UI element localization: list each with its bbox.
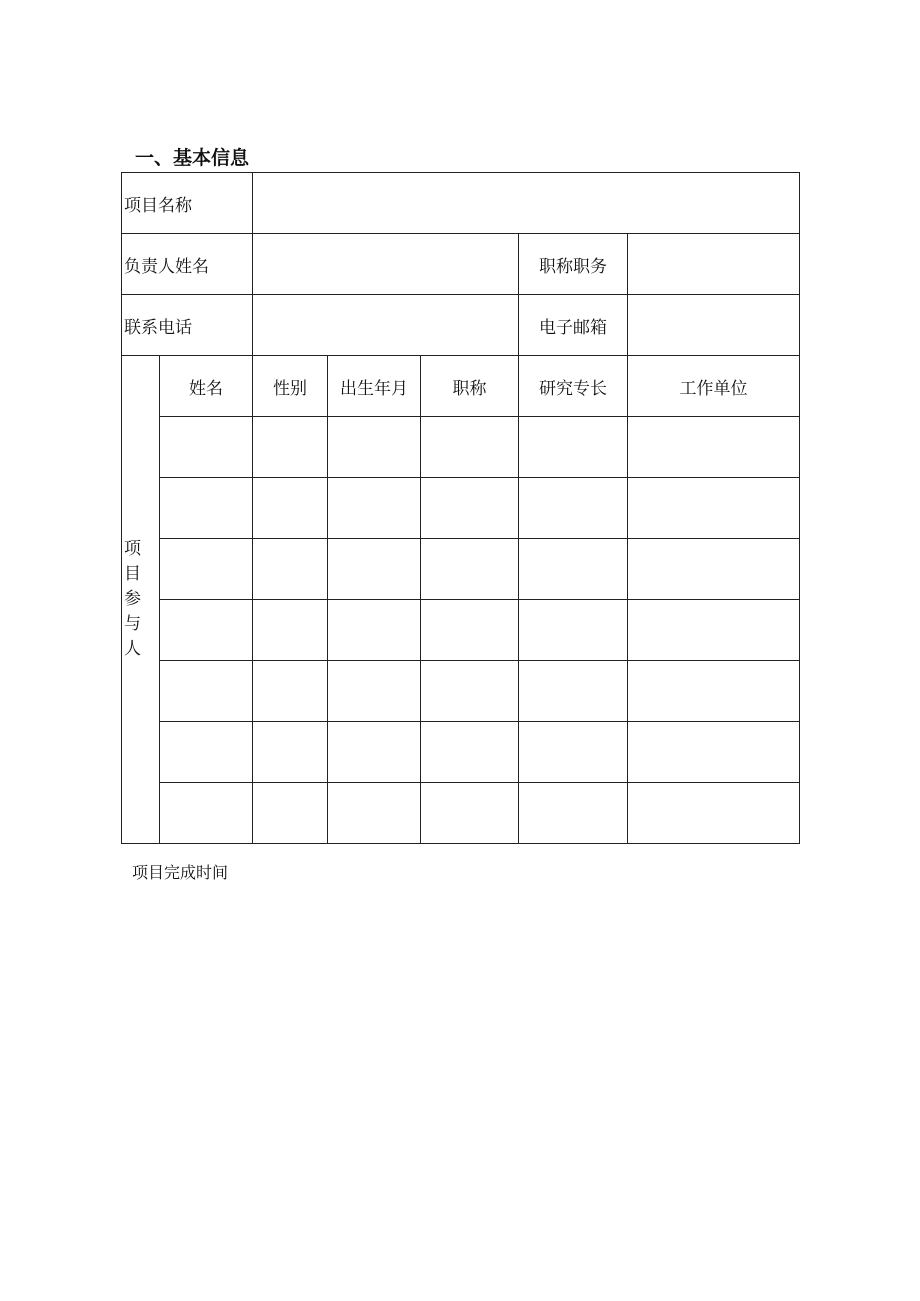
participant-cell[interactable] bbox=[253, 783, 328, 844]
participant-cell[interactable] bbox=[160, 539, 253, 600]
participant-cell[interactable] bbox=[253, 478, 328, 539]
participant-cell[interactable] bbox=[628, 478, 800, 539]
leader-row bbox=[122, 234, 800, 295]
participant-cell[interactable] bbox=[160, 478, 253, 539]
participant-cell[interactable] bbox=[421, 539, 519, 600]
participant-cell[interactable] bbox=[628, 600, 800, 661]
participant-cell[interactable] bbox=[519, 722, 628, 783]
participant-cell[interactable] bbox=[253, 539, 328, 600]
participants-label-char: 目 bbox=[124, 564, 141, 584]
participant-cell[interactable] bbox=[421, 417, 519, 478]
participant-cell[interactable] bbox=[421, 661, 519, 722]
participant-cell[interactable] bbox=[160, 600, 253, 661]
participants-label-char: 项 bbox=[124, 539, 141, 559]
phone-label: 联系电话 bbox=[122, 295, 253, 356]
participant-cell[interactable] bbox=[519, 783, 628, 844]
participant-cell[interactable] bbox=[519, 478, 628, 539]
participant-row bbox=[122, 539, 800, 600]
participant-cell[interactable] bbox=[519, 661, 628, 722]
participant-cell[interactable] bbox=[328, 478, 421, 539]
participant-cell[interactable] bbox=[328, 783, 421, 844]
participant-cell[interactable] bbox=[519, 539, 628, 600]
participant-cell[interactable] bbox=[328, 539, 421, 600]
column-header-birth: 出生年月 bbox=[328, 356, 421, 417]
participant-cell[interactable] bbox=[253, 661, 328, 722]
participants-label-char: 与 bbox=[124, 614, 141, 634]
participant-cell[interactable] bbox=[519, 600, 628, 661]
participant-cell[interactable] bbox=[160, 661, 253, 722]
participants-label-char: 参 bbox=[124, 589, 141, 609]
participant-cell[interactable] bbox=[253, 417, 328, 478]
participant-cell[interactable] bbox=[328, 417, 421, 478]
participant-cell[interactable] bbox=[519, 417, 628, 478]
project-name-label: 项目名称 bbox=[122, 173, 253, 234]
email-label: 电子邮箱 bbox=[519, 295, 628, 356]
leader-name-value-cell[interactable] bbox=[253, 234, 519, 295]
participant-cell[interactable] bbox=[160, 722, 253, 783]
participant-cell[interactable] bbox=[328, 722, 421, 783]
project-name-row bbox=[122, 173, 800, 234]
title-position-label: 职称职务 bbox=[519, 234, 628, 295]
participant-row bbox=[122, 783, 800, 844]
participant-cell[interactable] bbox=[421, 478, 519, 539]
participant-cell[interactable] bbox=[421, 783, 519, 844]
column-header-title: 职称 bbox=[421, 356, 519, 417]
participant-cell[interactable] bbox=[328, 600, 421, 661]
completion-time-label: 项目完成时间 bbox=[132, 863, 229, 882]
participant-cell[interactable] bbox=[421, 600, 519, 661]
basic-info-table bbox=[121, 172, 800, 844]
contact-row bbox=[122, 295, 800, 356]
participant-cell[interactable] bbox=[628, 783, 800, 844]
participant-row bbox=[122, 600, 800, 661]
participant-cell[interactable] bbox=[253, 600, 328, 661]
project-name-value-cell[interactable] bbox=[253, 173, 800, 234]
participant-cell[interactable] bbox=[628, 539, 800, 600]
participant-cell[interactable] bbox=[328, 661, 421, 722]
leader-name-label: 负责人姓名 bbox=[122, 234, 253, 295]
participant-row bbox=[122, 661, 800, 722]
phone-value-cell[interactable] bbox=[253, 295, 519, 356]
participants-header-row bbox=[122, 356, 800, 417]
column-header-employer: 工作单位 bbox=[628, 356, 800, 417]
section-title: 一、基本信息 bbox=[135, 147, 250, 169]
column-header-name: 姓名 bbox=[160, 356, 253, 417]
participant-cell[interactable] bbox=[628, 661, 800, 722]
title-position-value-cell[interactable] bbox=[628, 234, 800, 295]
participants-group-label bbox=[122, 356, 160, 844]
participant-cell[interactable] bbox=[253, 722, 328, 783]
participant-cell[interactable] bbox=[160, 783, 253, 844]
column-header-gender: 性别 bbox=[253, 356, 328, 417]
participant-cell[interactable] bbox=[628, 417, 800, 478]
email-value-cell[interactable] bbox=[628, 295, 800, 356]
participant-row bbox=[122, 417, 800, 478]
participant-cell[interactable] bbox=[160, 417, 253, 478]
participant-row bbox=[122, 478, 800, 539]
participant-cell[interactable] bbox=[421, 722, 519, 783]
participant-row bbox=[122, 722, 800, 783]
participant-cell[interactable] bbox=[628, 722, 800, 783]
column-header-expertise: 研究专长 bbox=[519, 356, 628, 417]
participants-label-char: 人 bbox=[124, 639, 141, 659]
